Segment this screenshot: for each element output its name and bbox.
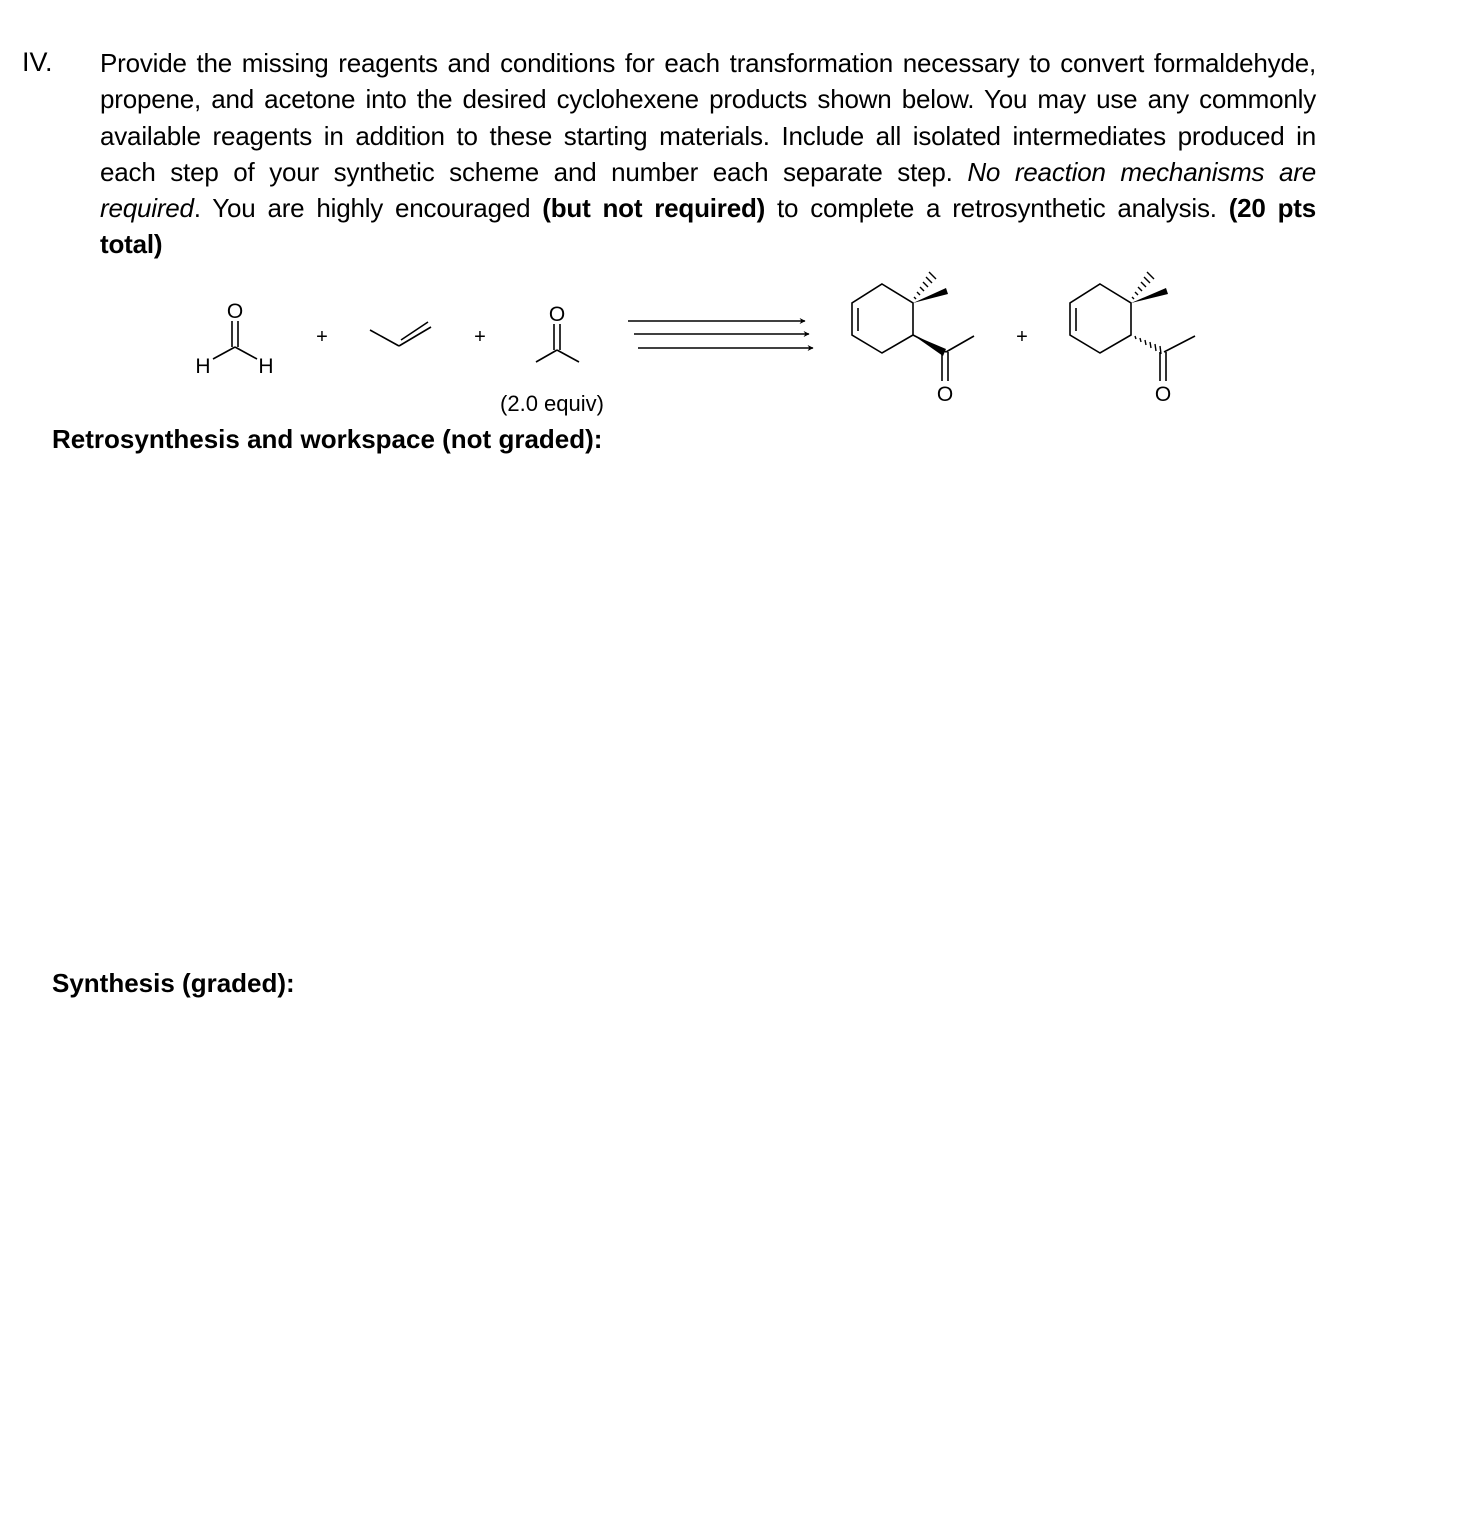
retrosynthesis-heading: Retrosynthesis and workspace (not graded):: [52, 424, 603, 454]
plus-sign-1: +: [316, 326, 328, 348]
prompt-text-1: Provide the missing reagents and conditions for each transformation necessary to convert formaldehyde, propene, and acetone into the desired cyclohexene products shown below. You may use any commonly available reagents in addition to these starting materials. Include all isolated intermediates produced in each step of your synthetic scheme and number each separate step.: [100, 48, 1316, 187]
product-2-hash-bond: [1135, 336, 1161, 354]
question-prompt: [100, 45, 1316, 263]
formaldehyde-h-right-label: H: [258, 355, 274, 378]
propene-structure: [370, 322, 431, 346]
product-1-methyl-wedge: [913, 288, 948, 303]
prompt-text-2: . You are highly encouraged: [193, 193, 543, 224]
formaldehyde-structure: [213, 321, 257, 359]
multistep-arrow: [628, 321, 813, 348]
product-1-structure: [852, 284, 974, 381]
formaldehyde-o-label: O: [226, 300, 244, 323]
prompt-text-3: to complete a retrosynthetic analysis.: [765, 193, 1229, 224]
product-1-o-label: O: [936, 383, 954, 406]
product-2-o-label: O: [1154, 383, 1172, 406]
question-numeral: IV.: [22, 47, 53, 77]
acetone-equiv-label: (2.0 equiv): [500, 391, 604, 416]
product-2-structure: [1070, 284, 1195, 381]
acetone-structure: [536, 324, 579, 362]
acetone-o-label: O: [548, 303, 566, 326]
prompt-bold-2: (20 pts total): [100, 193, 1316, 260]
formaldehyde-h-left-label: H: [195, 355, 211, 378]
plus-sign-3: +: [1016, 326, 1028, 348]
product-1-wedge-bond: [913, 335, 946, 356]
product-2-methyl-wedge: [1131, 288, 1168, 303]
prompt-italic: No reaction mechanisms are required: [100, 156, 1316, 224]
reaction-scheme: [0, 270, 1480, 430]
prompt-bold-1: (but not required): [542, 193, 766, 224]
plus-sign-2: +: [474, 326, 486, 348]
synthesis-heading: Synthesis (graded):: [52, 968, 295, 998]
